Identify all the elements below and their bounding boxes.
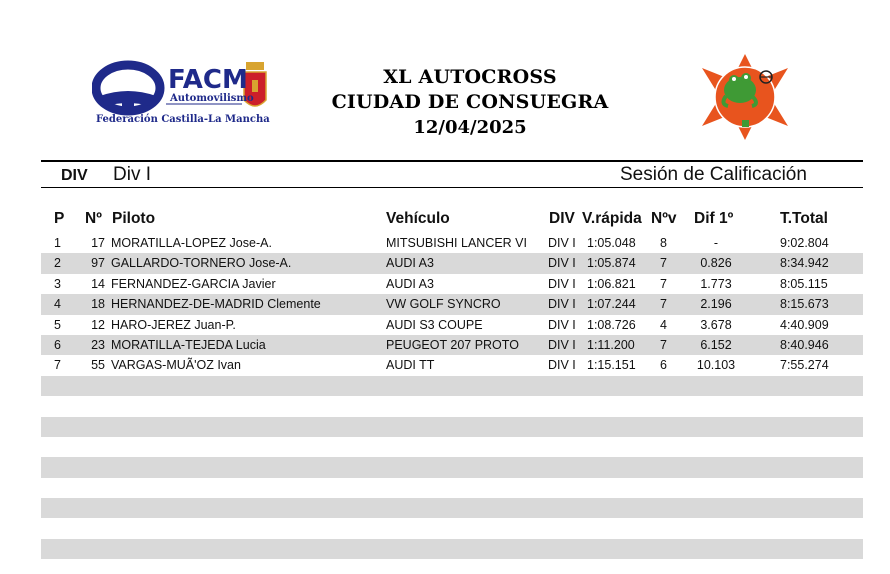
cell-gap: 0.826	[700, 256, 732, 271]
table-row	[41, 355, 863, 375]
facm-steering-wheel-icon	[92, 60, 278, 128]
cell-vehicle: AUDI A3	[386, 256, 434, 271]
event-title-line1: XL AUTOCROSS	[383, 66, 557, 88]
cell-best-lap: 1:05.874	[587, 256, 636, 271]
facm-caption: Federación Castilla-La Mancha	[96, 114, 270, 125]
cell-div: DIV I	[548, 358, 576, 373]
empty-row	[41, 457, 863, 477]
facm-logo	[92, 60, 278, 128]
cell-best-lap: 1:05.048	[587, 236, 636, 250]
table-row	[41, 315, 863, 335]
table-row	[41, 335, 863, 355]
empty-row	[41, 539, 863, 559]
column-header-pos: P	[54, 210, 65, 227]
table-row	[41, 294, 863, 314]
cell-pilot: HARO-JEREZ Juan-P.	[111, 317, 236, 332]
cell-pos: 7	[54, 358, 61, 373]
cell-num: 23	[91, 337, 105, 352]
cell-total: 4:40.909	[780, 317, 829, 332]
cell-total: 9:02.804	[780, 236, 829, 250]
table-row	[41, 253, 863, 273]
empty-row	[41, 498, 863, 518]
empty-row	[41, 478, 863, 498]
cell-vehicle: AUDI A3	[386, 276, 434, 291]
cell-total: 7:55.274	[780, 358, 829, 373]
cell-total: 8:05.115	[780, 276, 828, 291]
cell-vehicle: AUDI TT	[386, 358, 435, 373]
cell-pos: 4	[54, 297, 61, 312]
cell-laps: 7	[660, 276, 667, 291]
cell-laps: 6	[660, 358, 667, 373]
cell-laps: 7	[660, 256, 667, 271]
cell-num: 97	[91, 256, 105, 271]
table-row	[41, 233, 863, 253]
cell-gap: -	[713, 236, 719, 250]
cell-gap: 10.103	[696, 358, 736, 373]
cell-gap: 3.678	[700, 317, 732, 332]
cell-div: DIV I	[548, 297, 576, 312]
table-row	[41, 274, 863, 294]
cell-best-lap: 1:11.200	[587, 337, 635, 352]
cell-pilot: GALLARDO-TORNERO Jose-A.	[111, 256, 292, 271]
cell-vehicle: AUDI S3 COUPE	[386, 317, 483, 332]
column-header-gap: Dif 1º	[694, 210, 734, 227]
division-tag: DIV	[61, 167, 88, 184]
cell-gap: 2.196	[700, 297, 732, 312]
cell-pilot: VARGAS-MUÃ'OZ Ivan	[111, 358, 241, 373]
event-title-line2: CIUDAD DE CONSUEGRA	[331, 91, 609, 113]
cell-best-lap: 1:08.726	[587, 317, 636, 332]
column-header-best-lap: V.rápida	[582, 210, 642, 227]
division-top-rule	[41, 160, 863, 162]
cell-vehicle: MITSUBISHI LANCER VI	[386, 236, 527, 250]
cell-div: DIV I	[548, 337, 576, 352]
cell-pos: 2	[54, 256, 61, 271]
cell-num: 55	[91, 358, 105, 373]
column-header-vehicle: Vehículo	[386, 210, 450, 227]
cell-pos: 3	[54, 276, 61, 291]
cell-pilot: MORATILLA-TEJEDA Lucia	[111, 337, 266, 352]
empty-row	[41, 518, 863, 538]
cell-gap: 1.773	[700, 276, 732, 291]
empty-row	[41, 417, 863, 437]
column-header-num: Nº	[85, 210, 102, 227]
cell-div: DIV I	[548, 317, 576, 332]
empty-row	[41, 559, 863, 574]
cell-laps: 7	[660, 337, 667, 352]
cell-num: 17	[91, 236, 105, 250]
event-date: 12/04/2025	[413, 117, 527, 138]
cell-num: 14	[91, 276, 105, 291]
cell-pos: 1	[54, 236, 61, 250]
column-header-laps: Nºv	[651, 210, 677, 227]
division-bottom-rule	[41, 187, 863, 188]
club-logo	[700, 52, 790, 142]
cell-best-lap: 1:06.821	[587, 276, 636, 291]
cell-pos: 5	[54, 317, 61, 332]
cell-pos: 6	[54, 337, 61, 352]
cell-laps: 4	[660, 317, 667, 332]
cell-div: DIV I	[548, 236, 576, 250]
facm-wordmark: FACM	[168, 65, 248, 95]
cell-vehicle: VW GOLF SYNCRO	[386, 297, 501, 312]
column-header-pilot: Piloto	[112, 210, 156, 227]
cell-div: DIV I	[548, 276, 576, 291]
cell-total: 8:34.942	[780, 256, 829, 271]
cell-pilot: MORATILLA-LOPEZ Jose-A.	[111, 236, 272, 250]
cell-gap: 6.152	[700, 337, 732, 352]
cell-vehicle: PEUGEOT 207 PROTO	[386, 337, 519, 352]
cell-laps: 8	[660, 236, 667, 250]
cell-pilot: HERNANDEZ-DE-MADRID Clemente	[111, 297, 321, 312]
empty-row	[41, 396, 863, 416]
cell-total: 8:15.673	[780, 297, 829, 312]
session-name: Sesión de Calificación	[620, 164, 807, 185]
cell-best-lap: 1:07.244	[587, 297, 636, 312]
empty-row	[41, 376, 863, 396]
cell-pilot: FERNANDEZ-GARCIA Javier	[111, 276, 276, 291]
results-table	[41, 233, 863, 574]
column-header-total: T.Total	[780, 210, 828, 227]
cell-div: DIV I	[548, 256, 576, 271]
cell-num: 12	[91, 317, 105, 332]
facm-subtitle: Automovilismo	[170, 93, 254, 104]
cell-total: 8:40.946	[780, 337, 829, 352]
maltese-cross-frog-icon	[700, 52, 790, 142]
cell-num: 18	[91, 297, 105, 312]
cell-laps: 7	[660, 297, 667, 312]
division-name: Div I	[113, 164, 151, 185]
cell-best-lap: 1:15.151	[587, 358, 636, 373]
empty-row	[41, 437, 863, 457]
column-header-div: DIV	[549, 210, 575, 227]
